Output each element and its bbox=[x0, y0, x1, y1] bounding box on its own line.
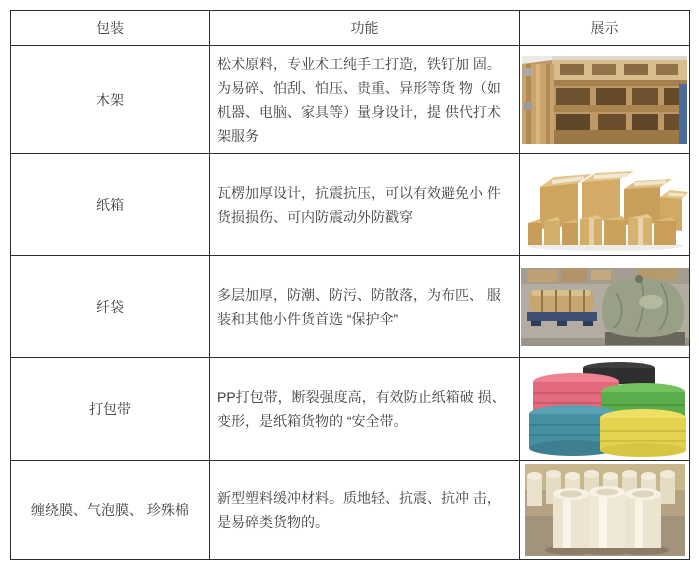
cardboard-boxes-image bbox=[520, 157, 690, 253]
header-package: 包装 bbox=[11, 11, 210, 46]
package-description: PP打包带，断裂强度高，有效防止纸箱破 损、变形，是纸箱货物的 “安全带。 bbox=[210, 358, 520, 461]
table-row-cushioning bbox=[11, 461, 690, 560]
package-photo-cell bbox=[520, 154, 690, 256]
table-header-row bbox=[11, 11, 690, 46]
table-row-strapping bbox=[11, 358, 690, 461]
header-display: 展示 bbox=[520, 11, 690, 46]
header-function: 功能 bbox=[210, 11, 520, 46]
film-rolls-image bbox=[525, 464, 685, 556]
package-photo-cell bbox=[520, 46, 690, 154]
table-row-wooden-frame bbox=[11, 46, 690, 154]
package-photo-cell bbox=[520, 256, 690, 358]
package-description: 松术原料，专业术工纯手工打造，铁钉加 固。为易碎、怕刮、怕压、贵重、异形等货 物（如机器、电脑、家具等）量身设计，提 供代打术架服务 bbox=[210, 46, 520, 154]
package-description: 新型塑料缓冲材料。质地轻、抗震、抗冲 击，是易碎类货物的。 bbox=[210, 461, 520, 560]
package-name: 木架 bbox=[11, 46, 210, 154]
table-row-carton bbox=[11, 154, 690, 256]
package-name: 纤袋 bbox=[11, 256, 210, 358]
table-row-fiber-bag bbox=[11, 256, 690, 358]
woven-bags-image bbox=[521, 268, 689, 346]
package-photo-cell bbox=[520, 358, 690, 461]
package-description: 多层加厚，防潮、防污、防散落，为布匹、 服装和其他小件货首选 “保护伞” bbox=[210, 256, 520, 358]
strap-rolls-image bbox=[521, 362, 689, 457]
package-name: 纸箱 bbox=[11, 154, 210, 256]
package-description: 瓦楞加厚设计，抗震抗压，可以有效避免小 件货损损伤、可内防震动外防戳穿 bbox=[210, 154, 520, 256]
package-photo-cell bbox=[520, 461, 690, 560]
packaging-table bbox=[10, 10, 690, 560]
package-name: 打包带 bbox=[11, 358, 210, 461]
package-name: 缠绕膜、气泡膜、 珍殊棉 bbox=[11, 461, 210, 560]
wooden-crates-image bbox=[522, 56, 687, 144]
